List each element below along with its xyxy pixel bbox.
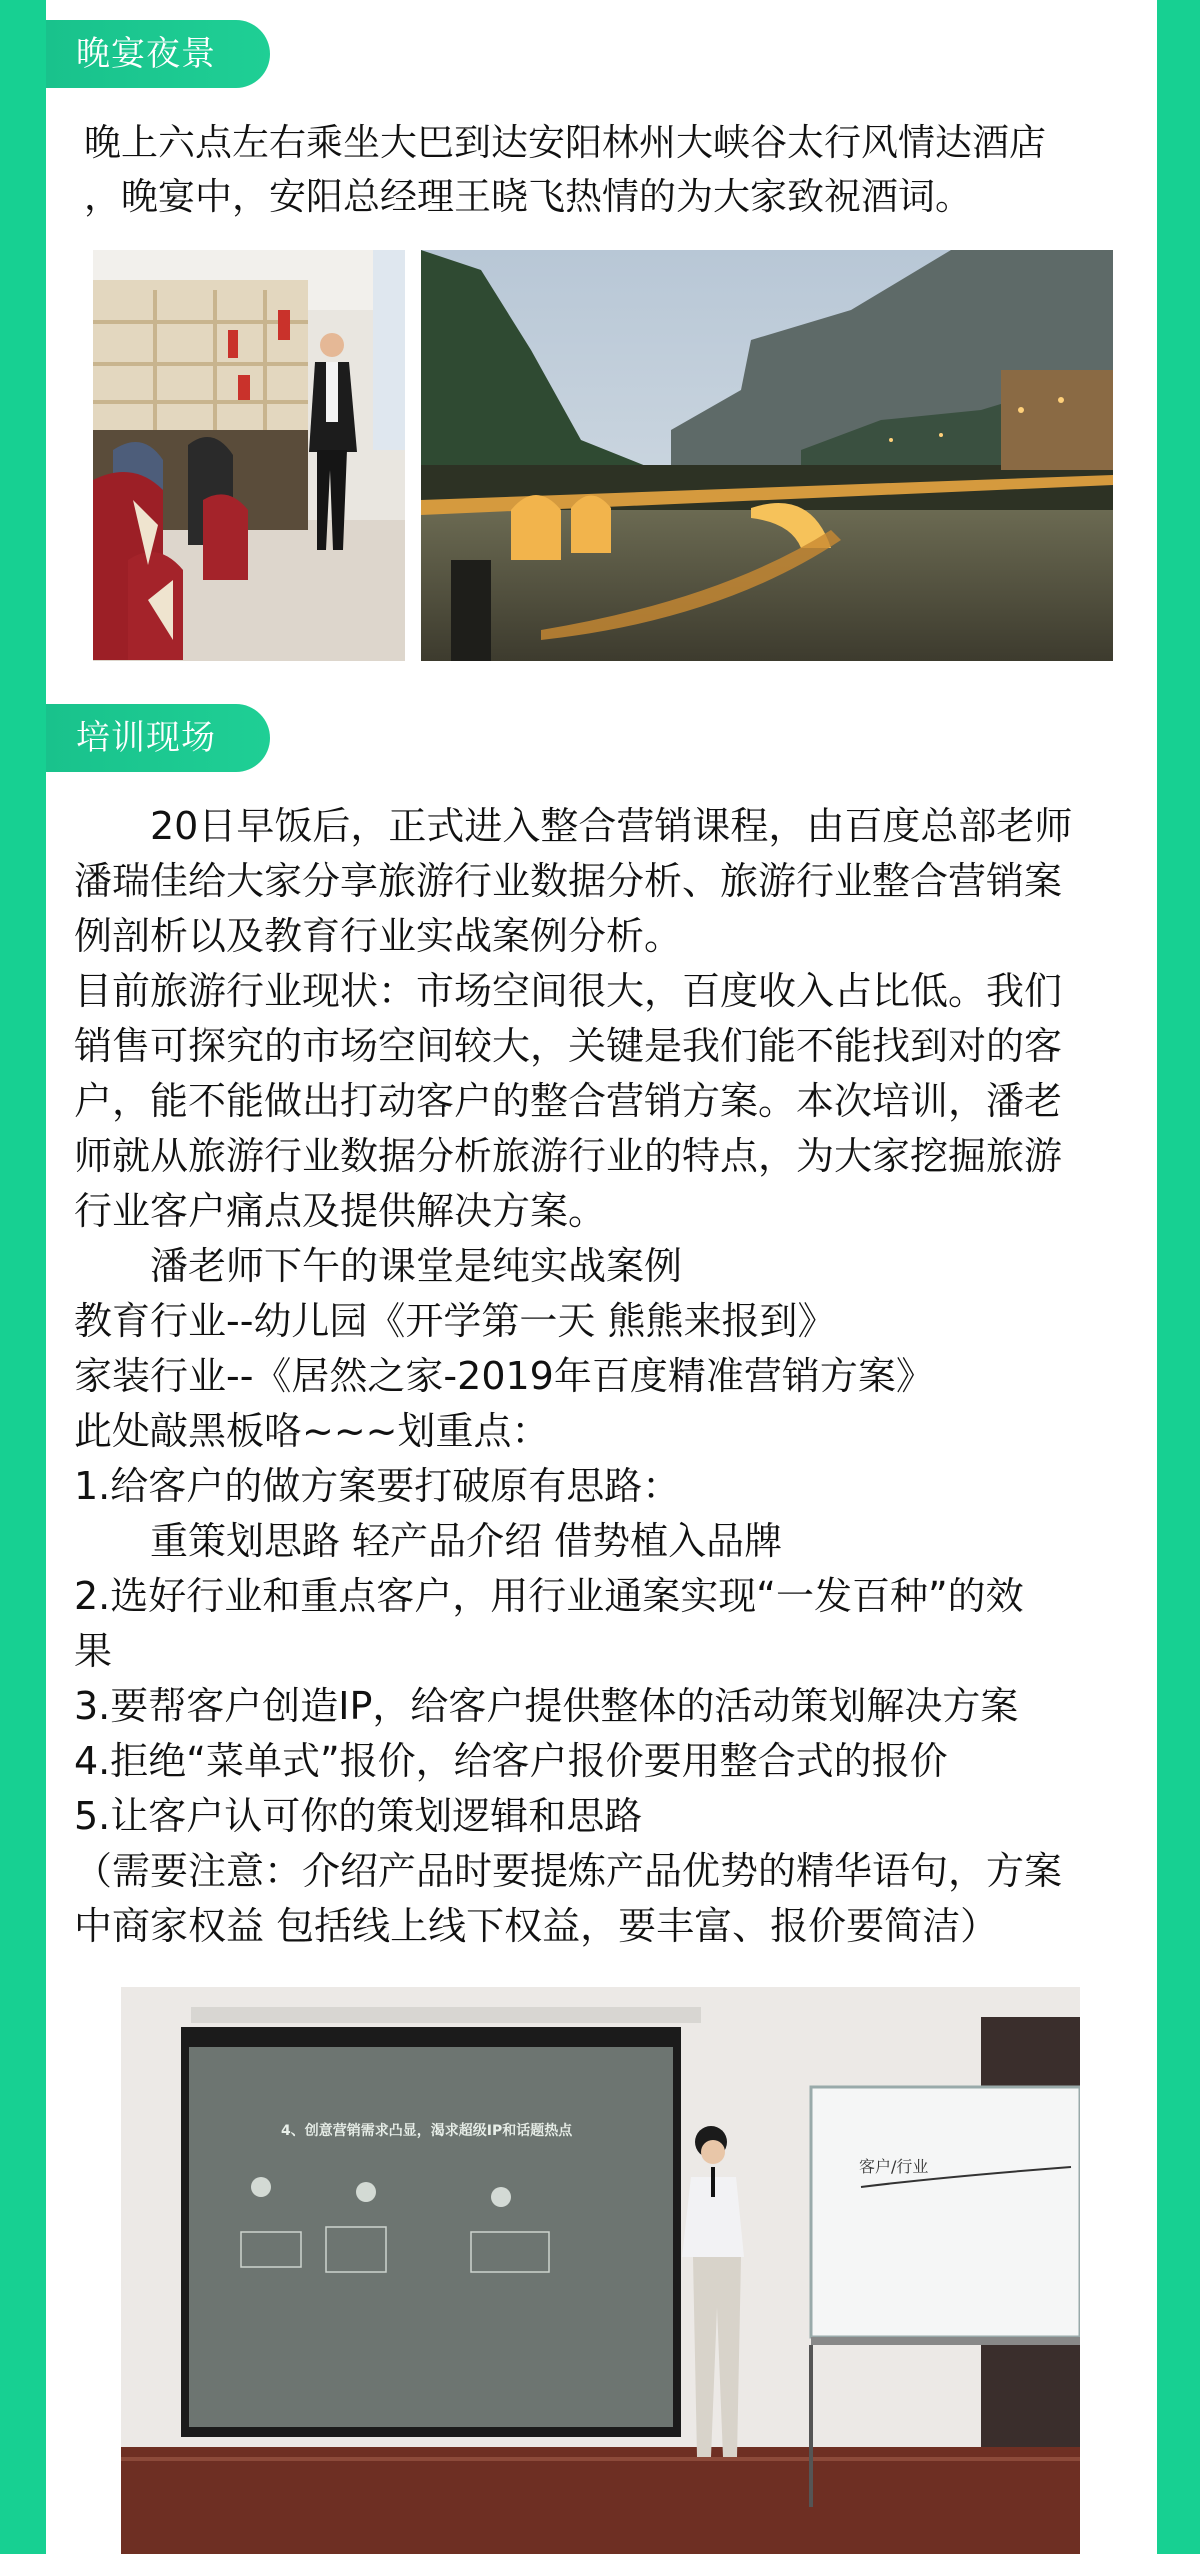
paragraph-line: 户，能不能做出打动客户的整合营销方案。本次培训，潘老 (74, 1079, 1063, 1123)
paragraph-line: 重策划思路 轻产品介绍 借势植入品牌 (74, 1519, 783, 1563)
paragraph-line: 行业客户痛点及提供解决方案。 (74, 1189, 607, 1233)
paragraph-line: 晚上六点左右乘坐大巴到达安阳林州大峡谷太行风情达酒店 (84, 121, 1046, 164)
paragraph-line: 2.选好行业和重点客户，用行业通案实现“一发百种”的效 (74, 1574, 1024, 1618)
paragraph-line: 4.拒绝“菜单式”报价，给客户报价要用整合式的报价 (74, 1739, 948, 1783)
paragraph-line: ，晚宴中，安阳总经理王晓飞热情的为大家致祝酒词。 (84, 175, 972, 218)
canyon-night-bridge-photo (421, 250, 1113, 661)
section-title-badge: 培训现场 (46, 704, 270, 772)
paragraph-line: 5.让客户认可你的策划逻辑和思路 (74, 1794, 643, 1838)
paragraph-line: 中商家权益 包括线上线下权益，要丰富、报价要简洁） (74, 1904, 999, 1948)
training-lecture-photo (121, 1987, 1080, 2554)
paragraph-line: 家装行业--《居然之家-2019年百度精准营销方案》 (74, 1354, 934, 1398)
paragraph-line: 潘老师下午的课堂是纯实战案例 (74, 1244, 683, 1288)
paragraph-line: 果 (74, 1629, 113, 1673)
paragraph-line: 例剖析以及教育行业实战案例分析。 (74, 914, 683, 958)
svg-text:客户/行业: 客户/行业 (859, 2157, 929, 2176)
paragraph-line: 教育行业--幼儿园《开学第一天 熊熊来报到》 (74, 1299, 836, 1343)
paragraph-line: 20日早饭后，正式进入整合营销课程，由百度总部老师 (74, 804, 1073, 848)
paragraph-line: 1.给客户的做方案要打破原有思路： (74, 1464, 681, 1508)
slide-title-text: 4、创意营销需求凸显，渴求超级IP和话题热点 (281, 2123, 573, 2139)
dinner-speech-photo (93, 250, 405, 661)
paragraph-line: 目前旅游行业现状：市场空间很大，百度收入占比低。我们 (74, 969, 1063, 1013)
paragraph-line: （需要注意：介绍产品时要提炼产品优势的精华语句，方案 (74, 1849, 1063, 1893)
paragraph-line: 潘瑞佳给大家分享旅游行业数据分析、旅游行业整合营销案 (74, 859, 1063, 903)
right-green-border (1157, 0, 1200, 2554)
section-title-badge: 晚宴夜景 (46, 20, 270, 88)
left-green-border (0, 0, 46, 2554)
paragraph-line: 此处敲黑板咯~~~划重点： (74, 1409, 550, 1453)
paragraph-line: 销售可探究的市场空间较大，关键是我们能不能找到对的客 (74, 1024, 1063, 1068)
paragraph-line: 师就从旅游行业数据分析旅游行业的特点，为大家挖掘旅游 (74, 1134, 1063, 1178)
paragraph-line: 3.要帮客户创造IP，给客户提供整体的活动策划解决方案 (74, 1684, 1019, 1728)
